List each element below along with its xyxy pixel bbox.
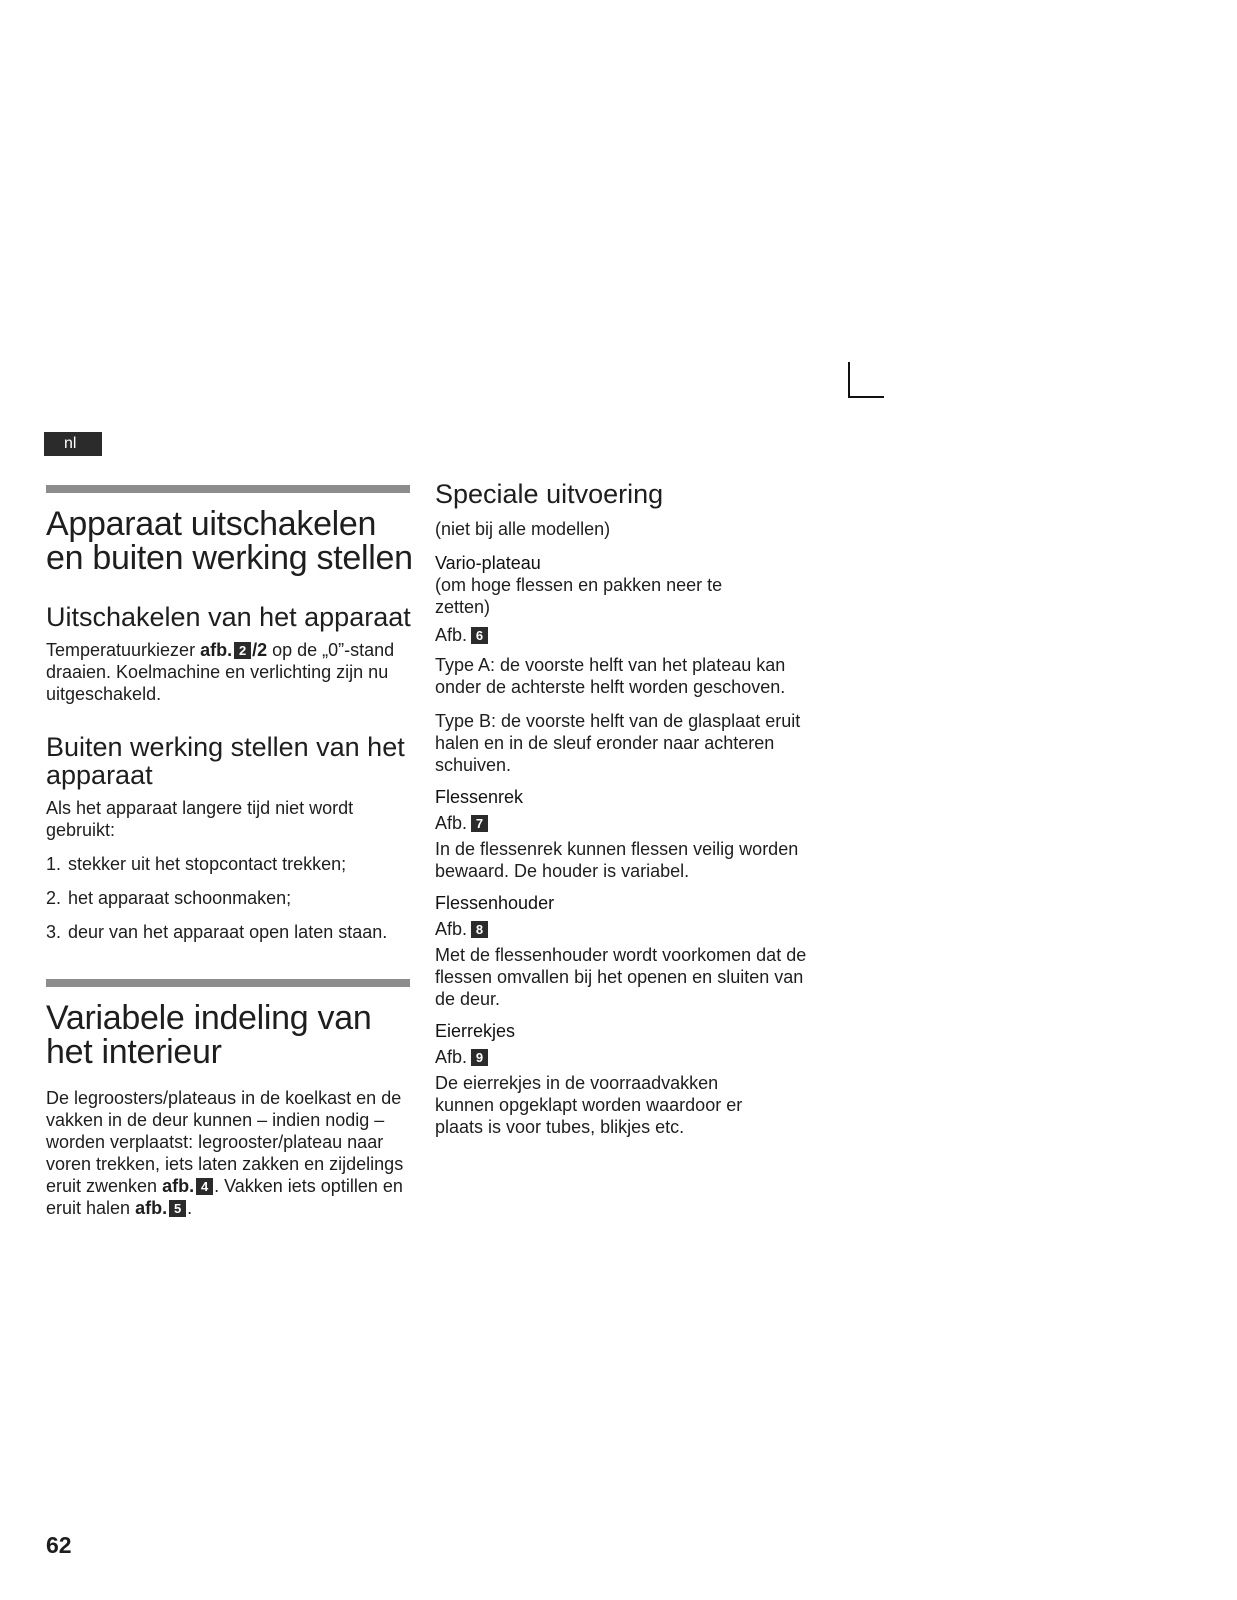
list-item: 1. stekker uit het stopcontact trekken;: [46, 854, 347, 874]
vario-note: (om hoge flessen en pakken neer te zetten): [435, 575, 723, 617]
crop-mark: [848, 362, 884, 398]
figure-number-badge: 6: [471, 627, 488, 644]
figure-ref: Afb. 7: [435, 812, 815, 834]
left-column: [46, 485, 421, 1219]
list-item: 3. deur van het apparaat open laten staan.: [46, 922, 388, 942]
section-rule: [46, 979, 410, 987]
houder-text: Met de flessenhouder wordt voorkomen dat de flessen omvallen bij het openen en sluiten van de deur.: [435, 945, 807, 1009]
figure-ref: Afb. 8: [435, 918, 815, 940]
steps-list: [46, 853, 421, 943]
figure-number-badge: 2: [234, 642, 251, 659]
language-tag: nl: [44, 432, 102, 456]
rek-text: In de flessenrek kunnen flessen veilig worden bewaard. De houder is variabel.: [435, 839, 799, 881]
rek-title: Flessenrek: [435, 787, 524, 807]
figure-ref: Afb. 6: [435, 624, 815, 646]
decommission-intro: Als het apparaat langere tijd niet wordt gebruikt:: [46, 798, 354, 840]
houder-title: Flessenhouder: [435, 893, 555, 913]
section-title-special: Speciale uitvoering: [435, 479, 664, 509]
eier-text: De eierrekjes in de voorraadvakken kunnen opgeklapt worden waardoor er plaats is voor tubes, blikjes etc.: [435, 1073, 743, 1137]
list-item: 2. het apparaat schoonmaken;: [46, 888, 292, 908]
interior-text: De legroosters/plateaus in de koelkast en de vakken in de deur kunnen – indien nodig – worden verplaatst: legrooster/plateau naar voren trekken, iets laten zakken en zijdelings eruit zwenken afb. 4 . Vakken iets optillen en eruit halen afb. 5 .: [46, 1088, 404, 1218]
subsection-title-switch-off: Uitschakelen van het apparaat: [46, 602, 411, 632]
figure-number-badge: 4: [196, 1178, 213, 1195]
vario-title: Vario-plateau: [435, 553, 541, 573]
section-title-switch-off: Apparaat uitschakelen en buiten werking stellen: [46, 505, 413, 577]
type-b-text: Type B: de voorste helft van de glasplaat eruit halen en in de sleuf eronder naar achteren schuiven.: [435, 711, 801, 775]
figure-number-badge: 5: [169, 1200, 186, 1217]
eier-title: Eierrekjes: [435, 1021, 516, 1041]
right-column: [435, 480, 815, 1138]
special-note: (niet bij alle modellen): [435, 519, 611, 539]
figure-number-badge: 9: [471, 1049, 488, 1066]
page-number: 62: [46, 1532, 72, 1558]
figure-ref: Afb. 9: [435, 1046, 815, 1068]
type-a-text: Type A: de voorste helft van het plateau kan onder de achterste helft worden geschoven.: [435, 655, 786, 697]
section-rule: [46, 485, 410, 493]
section-title-interior: Variabele indeling van het interieur: [46, 999, 372, 1071]
switch-off-text: Temperatuurkiezer afb. 2 /2 op de „0”-stand draaien. Koelmachine en verlichting zijn nu uitgeschakeld.: [46, 640, 395, 704]
figure-number-badge: 7: [471, 815, 488, 832]
subsection-title-decommission: Buiten werking stellen van het apparaat: [46, 732, 405, 790]
figure-number-badge: 8: [471, 921, 488, 938]
